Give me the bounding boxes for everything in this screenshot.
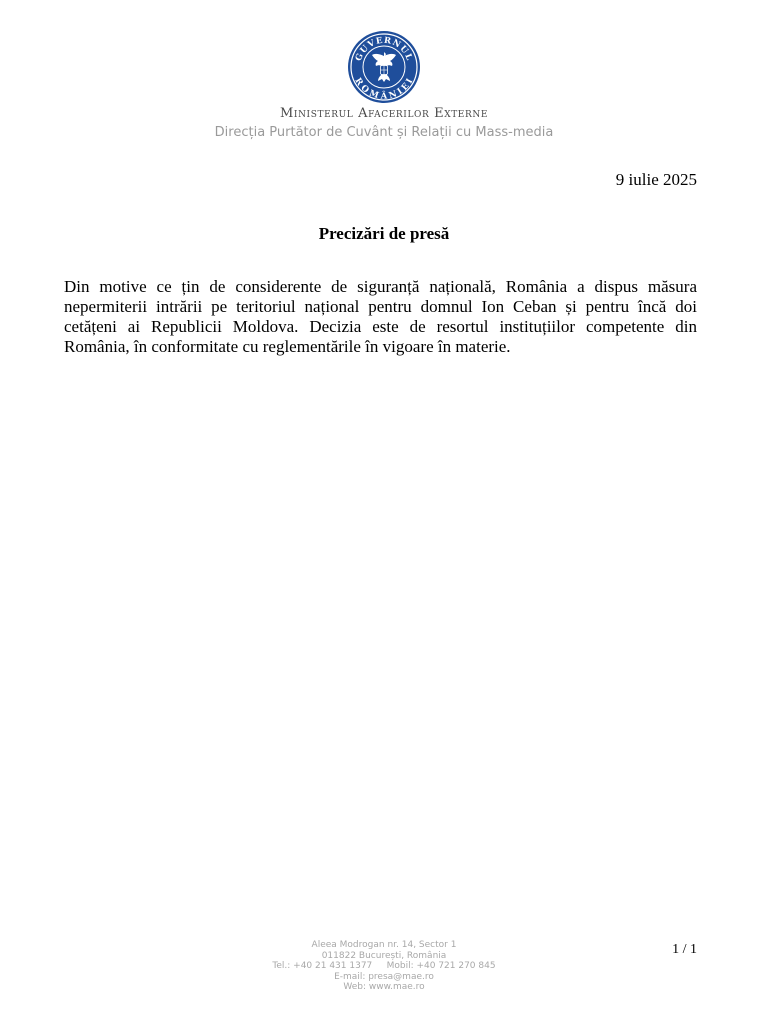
footer-address-line1: Aleea Modrogan nr. 14, Sector 1 [311, 940, 457, 950]
document-title: Precizări de presă [318, 224, 450, 243]
footer-web: Web: www.mae.ro [343, 982, 425, 992]
footer-contact [0, 940, 768, 993]
footer-email: E-mail: presa@mae.ro [334, 971, 434, 982]
footer-address-line2: 011822 București, România [321, 950, 447, 961]
footer-phones: Tel.: +40 21 431 1377 Mobil: +40 721 270 845 [272, 961, 496, 971]
press-statement-body: Din motive ce țin de considerente de siguranță națională, România a dispus măsura nepermiterii intrării pe teritoriul național pentru domnul Ion Ceban și pentru încă doi cetățeni ai Republicii Moldova. Decizia este de resortul instituțiilor competente din România, în conformitate cu reglementările în vigoare în materie. [64, 277, 697, 356]
svg-text:ROMÂNIEI: ROMÂNIEI [352, 76, 416, 102]
letterhead [0, 30, 768, 141]
document-date: 9 iulie 2025 [615, 170, 697, 189]
directorate-name: Direcția Purtător de Cuvânt și Relații cu Mass-media [214, 125, 554, 140]
svg-text:GUVERNUL: GUVERNUL [353, 35, 415, 63]
page-number: 1 / 1 [672, 942, 697, 957]
ministry-name: Ministerul Afacerilor Externe [280, 106, 488, 121]
government-seal-icon [347, 30, 421, 104]
